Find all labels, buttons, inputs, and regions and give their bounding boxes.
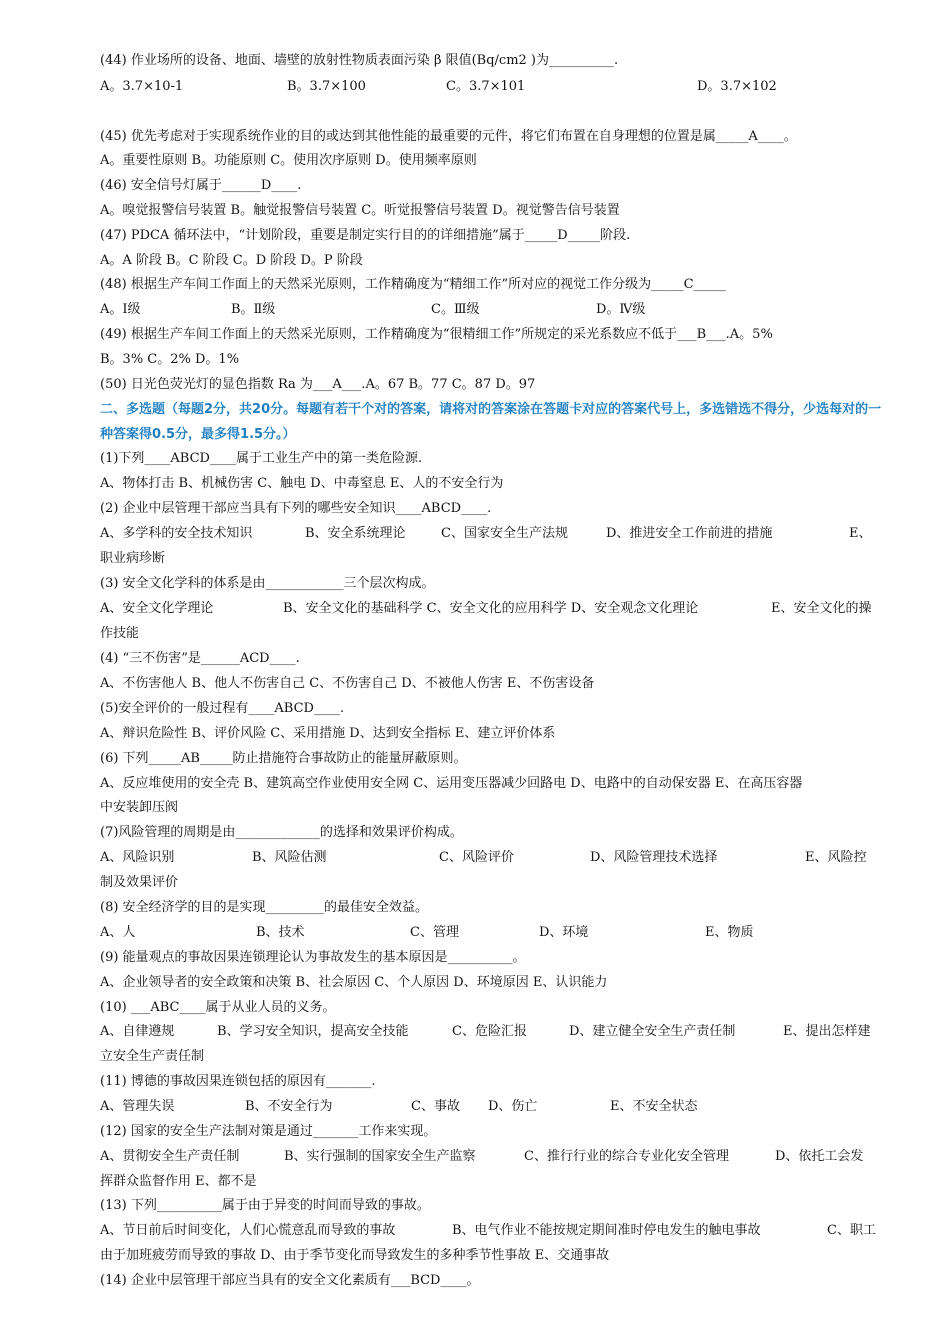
option-b-c-d: B、安全文化的基础科学 C、安全文化的应用科学 D、安全观念文化理论 [283, 601, 699, 616]
option-a: A。3.7×10-1 [100, 79, 184, 94]
option-a: A、多学科的安全技术知识 [100, 526, 253, 541]
mc-question-6-options: A、反应堆使用的安全壳 B、建筑高空作业使用安全网 C、运用变压器减少回路电 D、电路中的自动保安器 E、在高压容器 [100, 776, 803, 791]
question-45: (45) 优先考虑对于实现系统作业的目的或达到其他性能的最重要的元件，将它们布置在自身理想的位置是属_____A____。 [100, 129, 797, 144]
mc-question-2-options-continued: 职业病珍断 [100, 551, 166, 566]
option-d: D。3.7×102 [697, 79, 777, 94]
option-a: A、节日前后时间变化，人们心慌意乱而导致的事故 [100, 1223, 396, 1238]
option-e: E、 [849, 526, 872, 541]
option-a: A、管理失误 [100, 1099, 175, 1114]
option-d: D。Ⅳ级 [596, 302, 646, 317]
option-b: B。Ⅱ级 [231, 302, 276, 317]
option-d: D、推进安全工作前进的措施 [606, 526, 773, 541]
option-e: E、不安全状态 [610, 1099, 698, 1114]
mc-question-3: (3) 安全文化学科的体系是由____________三个层次构成。 [100, 576, 435, 591]
mc-question-6-options-continued: 中安装卸压阀 [100, 800, 179, 815]
mc-question-14: (14) 企业中层管理干部应当具有的安全文化素质有___BCD____。 [100, 1273, 480, 1288]
mc-question-11: (11) 博德的事故因果连锁包括的原因有_______. [100, 1074, 376, 1089]
option-c: C、事故 [411, 1099, 460, 1114]
option-b: B、安全系统理论 [305, 526, 406, 541]
option-d: D、环境 [539, 925, 589, 940]
option-d: D、风险管理技术选择 [590, 850, 718, 865]
question-47: (47) PDCA 循环法中，“计划阶段，重要是制定实行目的的详细措施”属于_____D_____阶段. [100, 228, 631, 243]
option-b: B、技术 [256, 925, 305, 940]
option-c: C。Ⅲ级 [431, 302, 480, 317]
option-a: A、风险识别 [100, 850, 175, 865]
mc-question-3-options-continued: 作技能 [100, 626, 140, 641]
question-48: (48) 根据生产车间工作面上的天然采光原则，工作精确度为“精细工作”所对应的视觉工作分级为_____C_____ [100, 277, 727, 292]
option-c: C、管理 [410, 925, 459, 940]
mc-question-10: (10) ___ABC____属于从业人员的义务。 [100, 1000, 336, 1015]
mc-question-1-options: A、物体打击 B、机械伤害 C、触电 D、中毒窒息 E、人的不安全行为 [100, 476, 504, 491]
mc-question-5-options: A、辩识危险性 B、评价风险 C、采用措施 D、达到安全指标 E、建立评价体系 [100, 726, 556, 741]
mc-question-2: (2) 企业中层管理干部应当具有下列的哪些安全知识____ABCD____. [100, 501, 492, 516]
option-a: A、贯彻安全生产责任制 [100, 1149, 240, 1164]
option-b: B、不安全行为 [245, 1099, 333, 1114]
option-b: B、实行强制的国家安全生产监察 [284, 1149, 476, 1164]
mc-question-6: (6) 下列_____AB_____防止措施符合事故防止的能量屏蔽原则。 [100, 751, 467, 766]
question-47-options: A。A 阶段 B。C 阶段 C。D 阶段 D。P 阶段 [100, 253, 363, 268]
option-c: C、危险汇报 [452, 1024, 527, 1039]
option-e: E、安全文化的操 [771, 601, 872, 616]
mc-question-4: (4) “三不伤害”是______ACD____. [100, 651, 300, 666]
mc-question-1: (1)下列____ABCD____属于工业生产中的第一类危险源. [100, 451, 423, 466]
option-e: E、物质 [705, 925, 754, 940]
question-45-options: A。重要性原则 B。功能原则 C。使用次序原则 D。使用频率原则 [100, 153, 477, 168]
option-c: C、职工 [827, 1223, 876, 1238]
mc-question-8: (8) 安全经济学的目的是实现_________的最佳安全效益。 [100, 900, 429, 915]
option-d: D、依托工会发 [775, 1149, 864, 1164]
option-e: E、风险控 [805, 850, 867, 865]
option-d: D、建立健全安全生产责任制 [569, 1024, 736, 1039]
option-b: B、学习安全知识，提高安全技能 [217, 1024, 409, 1039]
option-a: A、自律遵规 [100, 1024, 175, 1039]
option-d: D、伤亡 [488, 1099, 538, 1114]
question-49-options: B。3% C。2% D。1% [100, 352, 240, 367]
mc-question-7-options-continued: 制及效果评价 [100, 875, 179, 890]
question-46-options: A。嗅觉报警信号装置 B。触觉报警信号装置 C。听觉报警信号装置 D。视觉警告信号装置 [100, 203, 620, 218]
question-50: (50) 日光色荧光灯的显色指数 Ra 为___A___.A。67 B。77 C。87 D。97 [100, 377, 536, 392]
question-44: (44) 作业场所的设备、地面、墙壁的放射性物质表面污染 β 限值(Bq/cm2 )为__________. [100, 53, 619, 68]
mc-question-5: (5)安全评价的一般过程有____ABCD____. [100, 701, 345, 716]
question-46: (46) 安全信号灯属于______D____. [100, 178, 302, 193]
option-e: E、提出怎样建 [783, 1024, 871, 1039]
option-c: C。3.7×101 [446, 79, 526, 94]
option-c: C、风险评价 [439, 850, 514, 865]
mc-question-13: (13) 下列__________属于由于异变的时间而导致的事故。 [100, 1198, 430, 1213]
mc-question-4-options: A、不伤害他人 B、他人不伤害自己 C、不伤害自己 D、不被他人伤害 E、不伤害设备 [100, 676, 595, 691]
option-a: A。Ⅰ级 [100, 302, 141, 317]
mc-question-10-options-continued: 立安全生产责任制 [100, 1049, 205, 1064]
option-c: C、推行行业的综合专业化安全管理 [524, 1149, 729, 1164]
mc-question-12-options-continued: 挥群众监督作用 E、都不是 [100, 1174, 257, 1189]
option-c: C、国家安全生产法规 [441, 526, 568, 541]
mc-question-13-options-continued: 由于加班疲劳而导致的事故 D、由于季节变化而导致发生的多种季节性事故 E、交通事故 [100, 1248, 610, 1263]
option-a: A、安全文化学理论 [100, 601, 214, 616]
mc-question-12: (12) 国家的安全生产法制对策是通过_______工作来实现。 [100, 1124, 437, 1139]
mc-question-7: (7)风险管理的周期是由_____________的选择和效果评价构成。 [100, 825, 463, 840]
option-a: A、人 [100, 925, 136, 940]
mc-question-9-options: A、企业领导者的安全政策和决策 B、社会原因 C、个人原因 D、环境原因 E、认识能力 [100, 975, 608, 990]
option-b: B、电气作业不能按规定期间准时停电发生的触电事故 [452, 1223, 761, 1238]
option-b: B、风险估测 [252, 850, 327, 865]
question-49: (49) 根据生产车间工作面上的天然采光原则，工作精确度为“很精细工作”所规定的采光系数应不低于___B___.A。5% [100, 327, 773, 342]
option-b: B。3.7×100 [287, 79, 366, 94]
mc-question-9: (9) 能量观点的事故因果连锁理论认为事故发生的基本原因是__________。 [100, 950, 526, 965]
section-title-multiple-choice: 二、多选题（每题2分，共20分。每题有若干个对的答案，请将对的答案涂在答题卡对应的答案代号上，多选错选不得分，少选每对的一种答案得0.5分，最多得1.5分。） [100, 402, 882, 442]
